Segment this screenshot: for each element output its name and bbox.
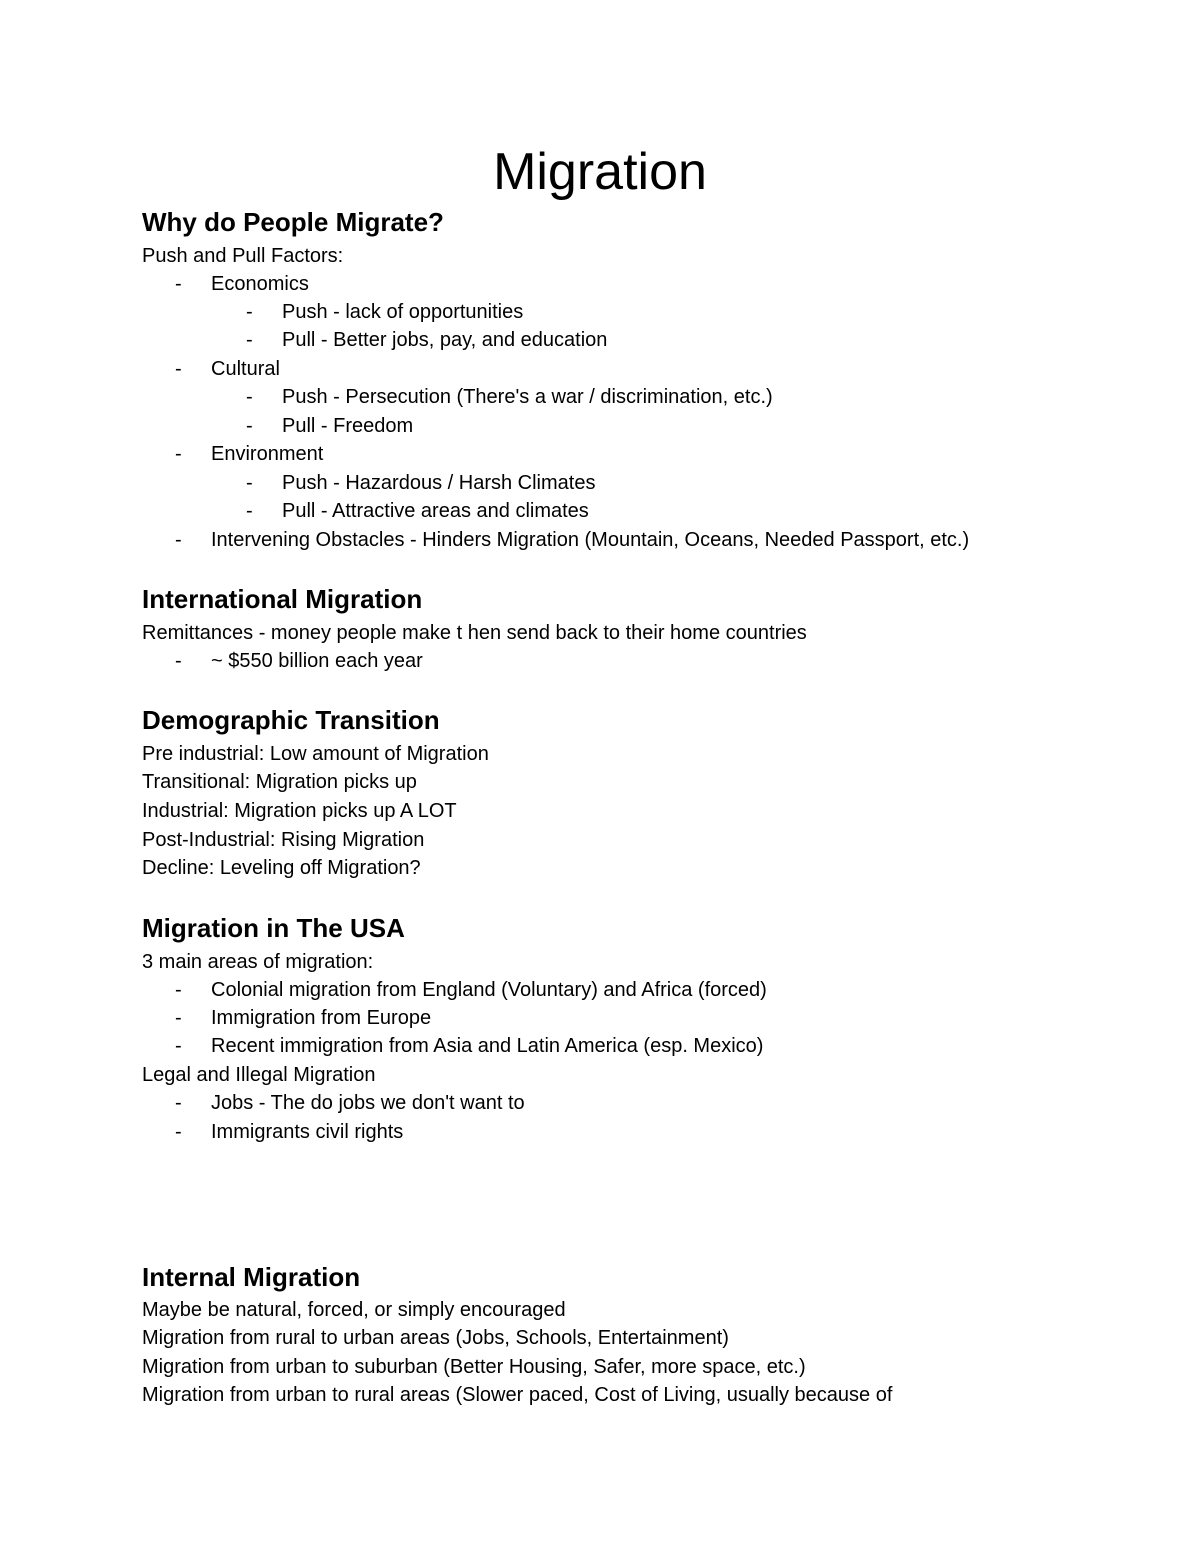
heading-international-migration: International Migration <box>142 584 423 614</box>
paragraph: Migration from rural to urban areas (Jobs, Schools, Entertainment) <box>142 1327 729 1349</box>
list-item <box>175 1004 431 1032</box>
list-item <box>175 1032 763 1060</box>
list-item-text: Pull - Attractive areas and climates <box>282 500 589 522</box>
bullet-dash: - <box>175 273 182 295</box>
list-item-text: Jobs - The do jobs we don't want to <box>211 1092 525 1114</box>
bullet-dash: - <box>175 1035 182 1057</box>
heading-demographic-transition: Demographic Transition <box>142 705 440 735</box>
paragraph: Migration from urban to suburban (Better Housing, Safer, more space, etc.) <box>142 1356 806 1378</box>
bullet-dash: - <box>175 443 182 465</box>
list-item <box>246 383 773 411</box>
list-item-text: Push - lack of opportunities <box>282 301 524 323</box>
document-title: Migration <box>493 143 707 201</box>
list-item-text: Pull - Freedom <box>282 415 414 437</box>
heading-migration-usa: Migration in The USA <box>142 913 405 943</box>
bullet-dash: - <box>246 301 253 323</box>
bullet-dash: - <box>175 650 182 672</box>
list-item-text: Recent immigration from Asia and Latin America (esp. Mexico) <box>211 1035 764 1057</box>
paragraph: Pre industrial: Low amount of Migration <box>142 743 489 765</box>
list-item <box>246 497 589 525</box>
list-item-text: ~ $550 billion each year <box>211 650 423 672</box>
bullet-dash: - <box>175 1121 182 1143</box>
list-item <box>246 412 413 440</box>
list-item <box>246 469 595 497</box>
list-item-text: Economics <box>211 273 309 295</box>
bullet-dash: - <box>175 358 182 380</box>
paragraph: Decline: Leveling off Migration? <box>142 857 421 879</box>
paragraph: 3 main areas of migration: <box>142 951 374 973</box>
bullet-dash: - <box>175 529 182 551</box>
list-item <box>175 270 309 298</box>
list-item-text: Colonial migration from England (Voluntary) and Africa (forced) <box>211 979 767 1001</box>
list-item-text: Push - Persecution (There's a war / discrimination, etc.) <box>282 386 773 408</box>
paragraph: Remittances - money people make t hen send back to their home countries <box>142 622 807 644</box>
list-item <box>246 326 607 354</box>
list-item <box>175 1089 525 1117</box>
list-item-text: Immigration from Europe <box>211 1007 432 1029</box>
list-item <box>175 440 323 468</box>
bullet-dash: - <box>175 979 182 1001</box>
list-item-text: Immigrants civil rights <box>211 1121 404 1143</box>
list-item-text: Environment <box>211 443 324 465</box>
paragraph: Push and Pull Factors: <box>142 245 344 267</box>
bullet-dash: - <box>246 329 253 351</box>
heading-internal-migration: Internal Migration <box>142 1262 361 1292</box>
list-item <box>175 647 423 675</box>
bullet-dash: - <box>246 472 253 494</box>
list-item <box>175 355 280 383</box>
bullet-dash: - <box>175 1092 182 1114</box>
list-item-text: Cultural <box>211 358 280 380</box>
paragraph: Legal and Illegal Migration <box>142 1064 376 1086</box>
bullet-dash: - <box>246 386 253 408</box>
bullet-dash: - <box>246 500 253 522</box>
bullet-dash: - <box>246 415 253 437</box>
list-item <box>246 298 523 326</box>
list-item-text: Push - Hazardous / Harsh Climates <box>282 472 596 494</box>
list-item-text: Intervening Obstacles - Hinders Migration (Mountain, Oceans, Needed Passport, etc.) <box>211 529 970 551</box>
paragraph: Post-Industrial: Rising Migration <box>142 829 425 851</box>
list-item <box>175 976 767 1004</box>
list-item <box>175 1118 403 1146</box>
paragraph: Industrial: Migration picks up A LOT <box>142 800 457 822</box>
bullet-dash: - <box>175 1007 182 1029</box>
heading-why-migrate: Why do People Migrate? <box>142 207 444 237</box>
list-item <box>175 526 969 554</box>
paragraph: Maybe be natural, forced, or simply encouraged <box>142 1299 566 1321</box>
paragraph: Migration from urban to rural areas (Slower paced, Cost of Living, usually because of <box>142 1384 893 1406</box>
paragraph: Transitional: Migration picks up <box>142 771 417 793</box>
list-item-text: Pull - Better jobs, pay, and education <box>282 329 608 351</box>
